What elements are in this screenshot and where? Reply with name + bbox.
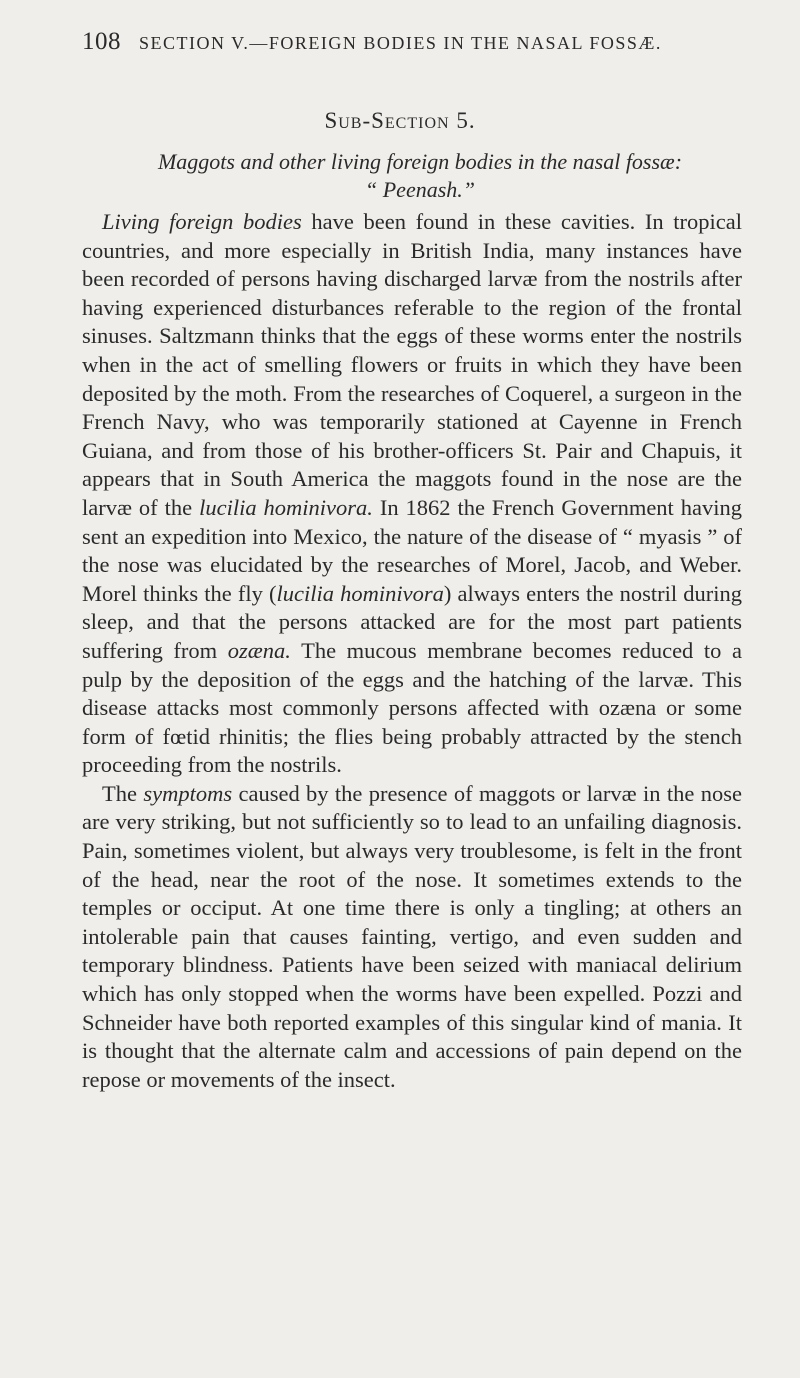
section-title: SECTION V.—FOREIGN BODIES IN THE NASAL FOSSÆ.: [139, 33, 662, 53]
page-number: 108: [82, 28, 121, 55]
heading-line-1: Maggots and other living foreign bodies in the nasal fossæ:: [157, 149, 683, 174]
running-head: [82, 28, 742, 56]
paragraph-1-text-2: In 1862 the French Government having sent an expedition into Mexico, the nature of the disease of “ myasis ” of the nose was elucidated by the researches of Morel, Jacob, and Weber. Morel thinks the fly (: [82, 494, 742, 606]
paragraph-2-italic: symptoms: [143, 780, 233, 806]
paragraph-1-italic-1: lucilia hominivora.: [199, 494, 373, 520]
body-text: [82, 208, 742, 1094]
paragraph-1-text-3: ) always enters the nostril during sleep, and that the persons attacked are for the most part patients suffering from: [82, 580, 742, 663]
paragraph-2-text-a: The: [102, 780, 144, 806]
paragraph-1-text-4: The mucous membrane becomes reduced to a pulp by the deposition of the eggs and the hatching of the larvæ. This disease attacks most commonly persons affected with ozæna or some form of fœtid rhinitis; the flies being probably attracted by the stench proceeding from the nostrils.: [82, 637, 742, 778]
subsection-heading: [100, 148, 740, 204]
paragraph-2-text-b: caused by the presence of maggots or larvæ in the nose are very striking, but not sufficiently so to lead to an unfailing diagnosis. Pain, sometimes violent, but always very troublesome, is felt in the front of the head, near the root of the nose. It sometimes extends to the temples or occiput. At one time there is only a tingling; at others an intolerable pain that causes fainting, vertigo, and even sudden and temporary blindness. Patients have been seized with maniacal delirium which has only stopped when the worms have been expelled. Pozzi and Schneider have both reported examples of this singular kind of mania. It is thought that the alternate calm and accessions of pain depend on the repose or movements of the insect.: [82, 780, 742, 1092]
paragraph-1-italic-3: ozæna.: [227, 637, 291, 663]
paragraph-1-text: have been found in these cavities. In tropical countries, and more especially in British India, many instances have been recorded of persons having discharged larvæ from the nostrils after having experienced disturbances referable to the region of the frontal sinuses. Saltzmann thinks that the eggs of these worms enter the nostrils when in the act of smelling flowers or fruits in which they have been deposited by the moth. From the researches of Coquerel, a surgeon in the French Navy, who was temporarily stationed at Cayenne in French Guiana, and from those of his brother-officers St. Pair and Chapuis, it appears that in South America the maggots found in the nose are the larvæ of the: [82, 209, 742, 520]
heading-line-2: “ Peenash.”: [365, 177, 475, 202]
paragraph-2: [82, 780, 742, 1095]
paragraph-1: [82, 208, 742, 780]
paragraph-1-italic-2: lucilia hominivora: [276, 580, 444, 606]
paragraph-1-lead: Living foreign bodies: [102, 209, 302, 234]
subsection-title: Sub-Section 5.: [324, 108, 476, 133]
